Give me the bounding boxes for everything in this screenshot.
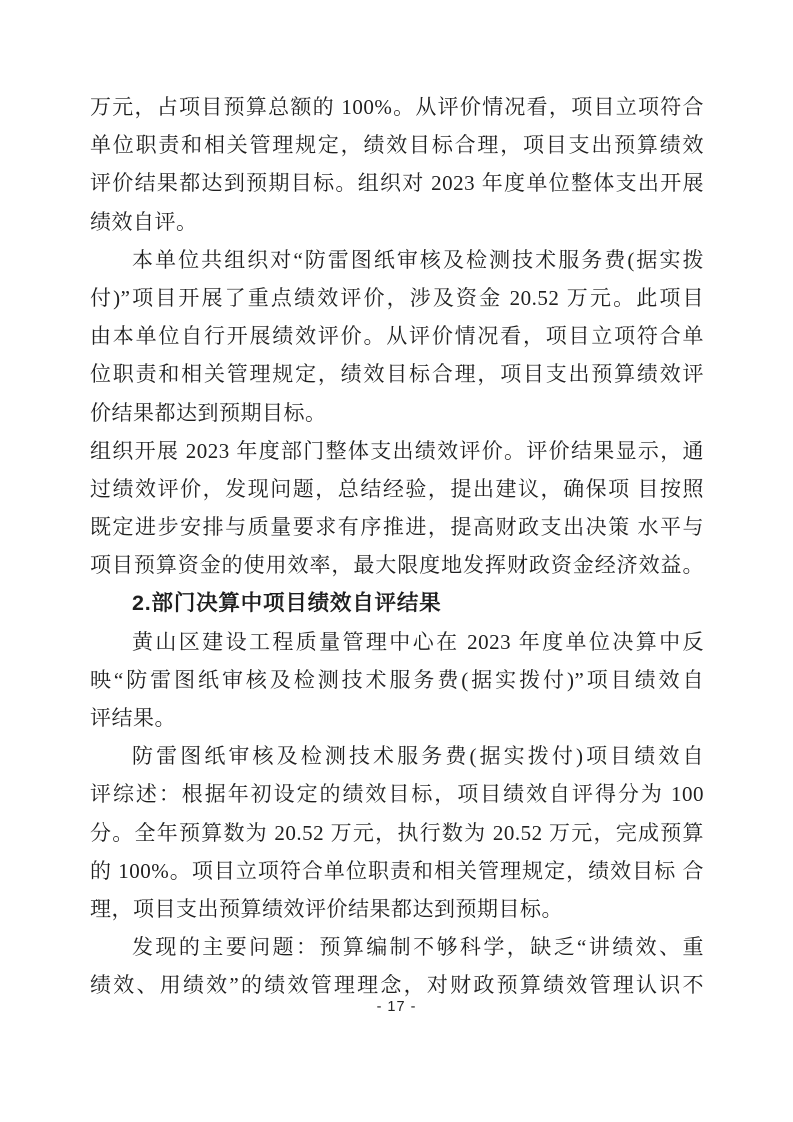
text-line: 评综述：根据年初设定的绩效目标，项目绩效自评得分为 100 bbox=[90, 782, 704, 807]
text-line: 评价结果都达到预期目标。组织对 2023 年度单位整体支出开展 bbox=[90, 171, 704, 196]
text-line: 的 100%。项目立项符合单位职责和相关管理规定，绩效目标 合 bbox=[90, 858, 704, 883]
text-line: 映“防雷图纸审核及检测技术服务费(据实拨付)”项目绩效自 bbox=[90, 667, 704, 692]
text-line: 绩效自评。 bbox=[90, 209, 198, 234]
page-number: - 17 - bbox=[376, 999, 417, 1015]
text-line: 项目预算资金的使用效率，最大限度地发挥财政资金经济效益。 bbox=[90, 553, 704, 578]
text-line: 理，项目支出预算绩效评价结果都达到预期目标。 bbox=[90, 896, 563, 921]
document-body bbox=[90, 88, 704, 1005]
text-line: 防雷图纸审核及检测技术服务费(据实拨付)项目绩效自 bbox=[132, 744, 704, 769]
text-line: 付)”项目开展了重点绩效评价，涉及资金 20.52 万元。此项目 bbox=[90, 285, 704, 310]
text-line: 分。全年预算数为 20.52 万元，执行数为 20.52 万元，完成预算 bbox=[90, 820, 704, 845]
text-line: 发现的主要问题：预算编制不够科学，缺乏“讲绩效、重 bbox=[132, 935, 704, 960]
section-heading: 2.部门决算中项目绩效自评结果 bbox=[132, 591, 442, 616]
text-line: 评结果。 bbox=[90, 706, 176, 730]
text-line: 位职责和相关管理规定，绩效目标合理，项目支出预算绩效评 bbox=[90, 362, 704, 387]
text-line: 过绩效评价，发现问题，总结经验，提出建议，确保项 目按照 bbox=[90, 476, 704, 501]
text-line: 本单位共组织对“防雷图纸审核及检测技术服务费(据实拨 bbox=[132, 247, 704, 272]
text-line: 组织开展 2023 年度部门整体支出绩效评价。评价结果显示，通 bbox=[90, 438, 704, 463]
text-line: 由本单位自行开展绩效评价。从评价情况看，项目立项符合单 bbox=[90, 324, 704, 349]
text-line: 黄山区建设工程质量管理中心在 2023 年度单位决算中反 bbox=[132, 629, 704, 654]
text-line: 万元，占项目预算总额的 100%。从评价情况看，项目立项符合 bbox=[90, 95, 704, 119]
text-line: 绩效、用绩效”的绩效管理理念，对财政预算绩效管理认识不 bbox=[90, 973, 704, 998]
text-line: 单位职责和相关管理规定，绩效目标合理，项目支出预算绩效 bbox=[90, 133, 704, 158]
text-line: 既定进步安排与质量要求有序推进，提高财政支出决策 水平与 bbox=[90, 515, 704, 540]
text-line: 价结果都达到预期目标。 bbox=[90, 400, 327, 425]
